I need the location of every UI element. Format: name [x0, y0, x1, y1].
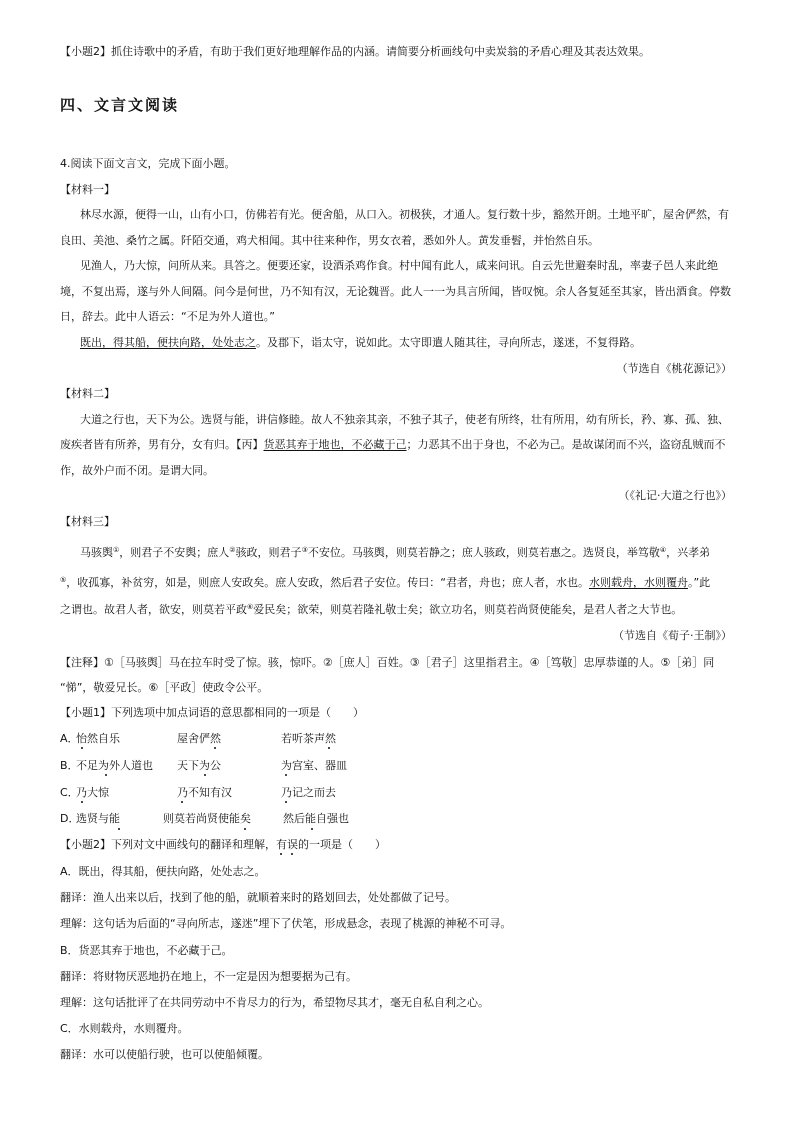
question-1-stem: 【小题1】下列选项中加点词语的意思都相同的一项是（ ）: [60, 706, 364, 719]
underlined-sentence: 货恶其弃于地也，不必藏于己: [263, 438, 407, 451]
option-phrase: 不足为外人道也: [76, 759, 153, 772]
option-phrase: 乃不知有汉: [177, 786, 232, 799]
sentence-text: 骇政，则君子: [235, 546, 302, 559]
poem-question-2: 【小题2】抓住诗歌中的矛盾，有助于我们更好地理解作品的内涵。请简要分析画线句中卖炭翁的矛盾心理及其表达效果。: [60, 45, 650, 58]
underlined-sentence: 水则载舟，水则覆舟: [588, 576, 688, 589]
emphasis-dot: [328, 747, 330, 749]
emphasis-dot: [285, 774, 287, 776]
material-3-paragraph: [60, 576, 710, 591]
emphasis-dot: [81, 801, 83, 803]
sentence-text: 爱民矣；欲荣，则莫若隆礼敬士矣；欲立功名，则莫若尚贤使能矣，是君人者之大节也。: [253, 603, 683, 616]
footnote-marker: ⑤: [60, 576, 67, 584]
material-2-source: （《礼记·大道之行也》）: [618, 489, 732, 502]
sentence-text: 废疾者皆有所养，男有分，女有归。【丙】: [60, 438, 264, 451]
option-phrase: 乃记之而去: [281, 786, 336, 799]
sentence-text: 之谓也。故君人者，欲安，则莫若平政: [60, 603, 247, 616]
option-phrase: 然后能自强也: [283, 812, 349, 825]
material-3-paragraph: [60, 603, 682, 618]
stem-text: 【小题2】下列对文中画线句的翻译和理解，: [60, 838, 276, 851]
material-1-paragraph: 良田、美池、桑竹之属。阡陌交通，鸡犬相闻。其中往来种作，男女衣着，悉如外人。黄发垂髫，并怡然自乐。: [60, 234, 599, 247]
material-3-source: （节选自《荀子·王制》）: [613, 629, 732, 642]
emphasis-dot: [311, 828, 313, 830]
footnote-marker: ③: [301, 546, 308, 554]
material-1-source: （节选自《桃花源记》）: [616, 362, 732, 375]
option-a-translation: 翻译：渔人出来以后，找到了他的船，就顺着来时的路划回去，处处都做了记号。: [60, 891, 456, 904]
option-phrase: 屋舍俨然: [177, 732, 221, 745]
material-1-label: 【材料一】: [60, 183, 115, 196]
option-phrase: 乃大惊: [76, 786, 109, 799]
sentence-text: 马骇舆: [80, 546, 113, 559]
material-2-paragraph: 作，故外户而不闭。是谓大同。: [60, 464, 214, 477]
emphasis-dot: [244, 828, 246, 830]
stem-text: 的一项是（ ）: [298, 838, 386, 851]
emphasis-dot: [214, 747, 216, 749]
emphasis-dot: [280, 853, 282, 855]
material-2-paragraph: [60, 438, 726, 452]
emphasis-dot: [291, 853, 293, 855]
sentence-text: ，兴孝弟: [666, 546, 711, 559]
sentence-text: 不安位。马骇舆，则莫若静之；庶人骇政，则莫若惠之。选贤良，举笃敬: [307, 546, 660, 559]
material-1-paragraph: 见渔人，乃大惊，问所从来。具答之。便要还家，设酒杀鸡作食。村中闻有此人，咸来问讯。自云先世避秦时乱，率妻子邑人来此绝: [80, 259, 718, 272]
section-title: 四、文言文阅读: [60, 96, 180, 114]
option-phrase: 若听茶声然: [281, 732, 336, 745]
material-1-paragraph: 林尽水源，便得一山，山有小口，仿佛若有光。便舍船，从口入。初极狭，才通人。复行数十步，豁然开朗。土地平旷，屋舍俨然，有: [80, 208, 729, 221]
sentence-text: ，则君子不安舆；庶人: [119, 546, 230, 559]
sentence-text: 。”此: [687, 576, 711, 589]
reading-intro: 4.阅读下面文言文，完成下面小题。: [60, 157, 236, 170]
material-1-paragraph: 境，不复出焉，遂与外人间隔。问今是何世，乃不知有汉，无论魏晋。此人一一为具言所闻，皆叹惋。余人各复延至其家，皆出酒食。停数: [60, 285, 731, 298]
sentence-text: ，收孤寡，补贫穷，如是，则庶人安政矣。庶人安政，然后君子安位。传曰：“君者，舟也；庶人者，水也。: [66, 576, 589, 589]
underlined-sentence: 既出，得其船，便扶向路，处处志之: [80, 336, 256, 349]
option-phrase: 天下为公: [177, 759, 221, 772]
option-c-translation: 翻译：水可以使船行驶，也可以使船倾覆。: [60, 1048, 269, 1061]
footnote-marker: ⑥: [247, 603, 254, 611]
option-a-sentence: A．既出，得其船，便扶向路，处处志之。: [60, 865, 266, 878]
option-label: D．: [60, 812, 80, 825]
emphasis-dot: [118, 828, 120, 830]
sentence-text: 。及郡下，诣太守，说如此。太守即遣人随其往，寻向所志，遂迷，不复得路。: [256, 336, 641, 349]
question-2-stem: [60, 838, 386, 852]
emphasis-dot: [285, 801, 287, 803]
option-label: B．: [60, 759, 79, 772]
option-phrase: 为宫室、器皿: [281, 759, 347, 772]
option-label: C．: [60, 786, 79, 799]
option-b-sentence: B．货恶其弃于地也，不必藏于己。: [60, 944, 233, 957]
material-3-label: 【材料三】: [60, 515, 115, 528]
material-2-paragraph: 大道之行也，天下为公。选贤与能，讲信修睦。故人不独亲其亲，不独子其子，使老有所终，壮有所用，幼有所长，矜、寡、孤、独、: [80, 413, 729, 426]
footnote-marker: ①: [113, 546, 120, 554]
option-a-understanding: 理解：这句话为后面的“寻向所志，遂迷”埋下了伏笔，形成悬念，表现了桃源的神秘不可寻。: [60, 917, 512, 930]
option-b-understanding: 理解：这句话批评了在共同劳动中不肯尽力的行为，希望物尽其才，毫无自私自利之心。: [60, 996, 489, 1009]
emphasis-dot: [204, 774, 206, 776]
sentence-text: ；力恶其不出于身也，不必为己。是故谋闭而不兴，盗窃乱贼而不: [406, 438, 726, 451]
option-phrase: 则莫若尚贤使能矣: [163, 812, 251, 825]
footnote-marker: ④: [659, 546, 667, 554]
option-c-sentence: C．水则载舟，水则覆舟。: [60, 1022, 189, 1035]
emphasis-dot: [105, 774, 107, 776]
annotation-notes: 【注释】①［马骇舆］马在拉车时受了惊。骇，惊吓。②［庶人］百姓。③［君子］这里指君主。④［笃敬］忠厚恭谨的人。⑤［弟］同: [60, 656, 715, 669]
material-1-paragraph: 日，辞去。此中人语云：“不足为外人道也。”: [60, 310, 275, 323]
option-label: A．: [60, 732, 79, 745]
emphasized-word: 有误: [276, 838, 298, 851]
emphasis-dot: [81, 747, 83, 749]
option-b-translation: 翻译：将财物厌恶地扔在地上，不一定是因为想要据为己有。: [60, 970, 357, 983]
emphasis-dot: [181, 801, 183, 803]
material-3-paragraph: [80, 546, 710, 561]
annotation-notes: “悌”，敬爱兄长。⑥［平政］使政令公平。: [60, 681, 269, 694]
option-phrase: 怡然自乐: [76, 732, 120, 745]
material-2-label: 【材料二】: [60, 387, 115, 400]
material-1-paragraph: [80, 336, 641, 350]
footnote-marker: ②: [229, 546, 236, 554]
option-phrase: 选贤与能: [76, 812, 120, 825]
